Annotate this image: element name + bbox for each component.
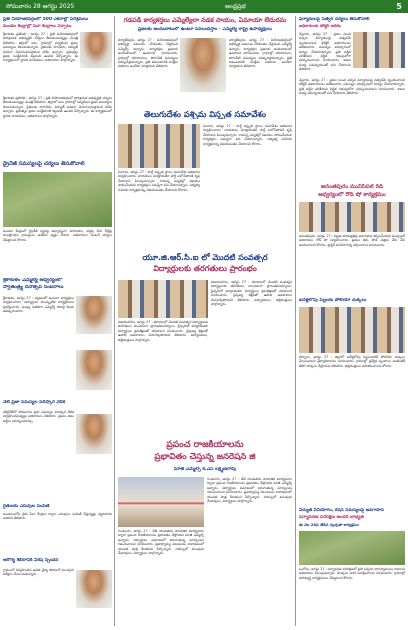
article-photo — [80, 32, 112, 68]
issue-date: సోమవారం 28 ఆగస్టు 2025 — [6, 2, 75, 10]
article-body: ఏలూరు, ఆగస్టు 27 : పార్టీ విస్తృత స్థాయి సమావేశం ఆదివారం నిర్వహించారు. నాయకులు మాట్లాడుతూ పార్టీ బలోపేతానికి కృషి చేయాలని పిలుపునిచ్చారు. రానున్న ఎన్నికల్లో విజయం సాధించేందుకు కార్యకర్తలు సమష్టిగా పని చేయాలన్నారు. సభ్యత్వ నమోదు కార్యక్రమాన్ని విజయవంతం చేయాలని కోరారు. — [118, 170, 200, 192]
article-headline: మండల కేంద్రాల్లో సేవా కేంద్రాలు ఏర్పాటు — [3, 24, 72, 29]
article-subheadline: మాజీ ఎమ్మెల్సీ కె.ఎస్ లక్ష్మణరావు — [173, 467, 237, 472]
article-body: అనంతపురం, ఆగస్టు 27 : పట్టణ పరిశుభ్రతపై అవగాహన కల్పించేందుకు మున్సిపల్ అధికారులు రోడ్ షో నిర్వహించారు. ప్రజలు తడి, పొడి చెత్తను వేరు చేసి అందించాలని కోరారు. ప్లాస్టిక్ వినియోగాన్ని తగ్గించాలని సూచించారు. — [299, 234, 405, 247]
article-headline: యూ.జి.ఆర్.సి.ఐ లో మొదటి సంవత్సర — [142, 253, 268, 262]
article-body: ఏలూరు, ఆగస్టు 27 : పార్టీ విస్తృత స్థాయి సమావేశం ఆదివారం నిర్వహించారు. నాయకులు మాట్లాడుతూ పార్టీ బలోపేతానికి కృషి చేయాలని పిలుపునిచ్చారు. రానున్న ఎన్నికల్లో విజయం సాధించేందుకు కార్యకర్తలు సమష్టిగా పని చేయాలన్నారు. సభ్యత్వ నమోదు కార్యక్రమాన్ని విజయవంతం చేయాలని కోరారు. — [203, 124, 292, 146]
article-headline: ప్రపంచ రాజకీయాలను — [166, 440, 244, 450]
article-photo — [76, 296, 112, 334]
article-photo — [118, 124, 200, 168]
article-headline: అనంతపురం మునిసిపల్ రీడ్ — [320, 184, 384, 190]
article-subheadline: అధికారులకు కలెక్టర్ ఆదేశం — [299, 24, 341, 28]
article-headline: తెలుగుదేశం పశ్చిమ విస్తృత సమావేశం — [144, 110, 266, 119]
article-photo — [76, 414, 112, 454]
article-photo — [76, 570, 112, 608]
article-photo — [118, 280, 208, 318]
article-photo — [3, 172, 112, 227]
article-body: గుంటూరు, ఆగస్టు 27 : నేటి యువతరం సామాజిక మాధ్యమాల ద్వారా ప్రపంచ రాజకీయాలను ప్రభావితం చేస్తోందని మాజీ ఎమ్మెల్సీ అన్నారు. విద్యార్థులు సమాజంలో జరుగుతున్న మార్పులను గమనించాలని సూచించారు. ప్రజాస్వామ్య విలువలను కాపాడటంలో యువత పాత్ర కీలకమని పేర్కొన్నారు. సదస్సులో పలువురు మేధావులు, విద్యార్థులు పాల్గొన్నారు. — [207, 477, 292, 504]
article-photo — [118, 477, 204, 527]
article-headline: ఐదేళ్లలోపు పిల్లలకు పోలియో చుక్కలు — [299, 298, 367, 303]
article-body: విజయనగరం, ఆగస్టు 27 : కళాశాలలో మొదటి సంవత్సర విద్యార్థులకు తరగతులు లాంఛనంగా ప్రారంభమయ్యాయి. ప్రిన్సిపాల్ మాట్లాడుతూ విద్యార్థులు క్రమశిక్షణతో చదవాలని సూచించారు. నైపుణ్య శిక్షణతో ఉపాధి అవకాశాలు మెరుగవుతాయని తెలిపారు. అధ్యాపకులు, తల్లిదండ్రులు పాల్గొన్నారు. — [211, 280, 292, 307]
article-headline: ప్రభావితం చేస్తున్న జనరేషన్ జి — [154, 453, 256, 462]
article-photo — [299, 202, 405, 232]
page-header — [0, 0, 408, 13]
article-headline: ఆధ్వర్యంలో రోడ్ షో కార్యక్రమం — [318, 192, 386, 198]
lead-subheadline: ప్రజలకు అందుబాటులో ఉంటూ సేవలందిస్తాం - ఎమ్మెల్యే రాష్ట్ర ఉపాధ్యక్షులు — [138, 27, 272, 32]
article-photo — [76, 350, 112, 390]
article-photo — [353, 32, 405, 68]
article-headline: విద్యుత్ వినియోగం, రేషన్ సమస్యలపై అవగాహన — [299, 508, 384, 513]
article-headline: స్వాతంత్ర్య దినోత్సవ సంబరాలు — [3, 285, 64, 290]
article-headline: విద్యార్థులకు తరగతులు ప్రారంభం — [153, 264, 257, 273]
article-headline: నేటి ప్రజా సమస్యల పరిష్కార వేదిక — [3, 400, 66, 405]
article-headline: ఫిర్యాదులపై సత్వర చర్యలు తీసుకోవాలి — [299, 17, 370, 22]
article-photo — [299, 531, 405, 565]
article-body: గ్రామంలో నిర్వహించిన ఉచిత వైద్య శిబిరంలో పలువురు పరీక్షలు చేయించుకున్నారు. — [3, 568, 74, 577]
article-body: పార్వతీపురం, ఆగస్టు 27 : నియోజకవర్గంలో అభివృద్ధి పనులను వేగవంతం చేస్తామని ఎమ్మెల్యే అన్నారు. కార్యకర్తలు ప్రజలకు అందుబాటులో ఉండాలని సూచించారు. గ్రామాల్లో రహదారులు, తాగునీటి సమస్యలు పరిష్కరిస్తామన్నారు. ప్రతి కుటుంబానికి సంక్షేమ పథకాలు అందేలా చూస్తామని తెలిపారు. — [229, 38, 292, 69]
article-body: పార్వతీపురం, ఆగస్టు 27 : నియోజకవర్గంలో అభివృద్ధి పనులను వేగవంతం చేస్తామని ఎమ్మెల్యే అన్నారు. కార్యకర్తలు ప్రజలకు అందుబాటులో ఉండాలని సూచించారు. గ్రామాల్లో రహదారులు, తాగునీటి సమస్యలు పరిష్కరిస్తామన్నారు. ప్రతి కుటుంబానికి సంక్షేమ పథకాలు అందేలా చూస్తామని తెలిపారు. — [118, 38, 178, 69]
article-body: మండలంలోని రైతు సేవా కేంద్రాల ద్వారా ఎరువులు పంపిణీ చేస్తున్నట్లు వ్యవసాయ అధికారి తెలిపారు. — [3, 512, 112, 521]
article-headline: రైతులకు ఎరువుల పంపిణీ — [3, 504, 50, 509]
article-headline: ఆరోగ్య శిబిరానికి విశేష స్పందన — [3, 558, 59, 563]
article-body: కర్నూలు, ఆగస్టు 27 : జిల్లాలో ఐదేళ్లలోపు పిల్లలందరికీ పోలియో చుక్కలు వేయించాలని వైద్యాధికారులు సూచించారు. గ్రామాల్లో ప్రత్యేక బృందాలు ఇంటింటికీ తిరిగి చుక్కలు వేస్తాయని తెలిపారు. తల్లిదండ్రులు సహకరించాలని కోరారు. — [299, 355, 405, 368]
article-body: శ్రీకాకుళం, ఆగస్టు 27 : పట్టణంలో ఘనంగా కార్యక్రమం నిర్వహించారు. విద్యార్థులు సాంస్కృతిక కార్యక్రమాలు ప్రదర్శించారు. ముఖ్య అతిథిగా ఎమ్మెల్యే హాజరై జెండా ఆవిష్కరించారు. — [3, 296, 74, 314]
article-body: శ్రీకాకుళం ప్రతినిధి : ఆగస్టు 27 : ప్రతి నియోజకవర్గంలో పారిశ్రామిక అభివృద్ధికి చర్యలు తీసుకుంటున్నట్లు మంత్రి తెలిపారు. జిల్లాలో పలు గ్రామాల్లో పర్యటించి ప్రజల సమస్యలు తెలుసుకున్నారు. రైతులకు సాగునీరు, విద్యుత్ సరఫరా మెరుగుపరుస్తామని హామీ ఇచ్చారు. ప్రభుత్వం ప్రజల సంక్షేమానికి కట్టుబడి ఉందని పేర్కొన్నారు. ఈ కార్యక్రమంలో స్థానిక నాయకులు, అధికారులు పాల్గొన్నారు. — [3, 32, 78, 63]
article-body: మండల కేంద్రంలో డ్రైనేజీ వ్యవస్థ అధ్వాన్నంగా మారిందని, వర్షపు నీరు రోడ్లపై నిలుస్తోందని గ్రామస్థులు ఆవేదన వ్యక్తం చేశారు. అధికారులు వెంటనే చర్యలు చేపట్టాలని కోరారు. — [3, 229, 112, 242]
article-body: ఒంగోలు, ఆగస్టు 27 : పర్యావరణ పరిరక్షణలో ప్రతి ఒక్కరూ భాగస్వాములు కావాలని అధికారులు పిలుపునిచ్చారు. మొక్కలు నాటి సంరక్షించాలని సూచించారు. గ్రామాల్లో పారిశుద్ధ్య కార్యక్రమాలు చేపట్టాలని కోరారు. — [299, 567, 405, 580]
article-body: కలెక్టరేట్‌లో సోమవారం ప్రజా సమస్యల పరిష్కార వేదిక నిర్వహించనున్నట్లు అధికారులు తెలిపారు. ప్రజలు తమ అర్జీలు సమర్పించవచ్చు. — [3, 410, 74, 423]
lead-headline: గడపడి కార్యకర్తలు ఎమ్మెల్యేలా నడక సాయం, ఏమాయా లేదురమ — [123, 17, 287, 24]
article-body: గుంటూరు, ఆగస్టు 27 : నేటి యువతరం సామాజిక మాధ్యమాల ద్వారా ప్రపంచ రాజకీయాలను ప్రభావితం చేస్తోందని మాజీ ఎమ్మెల్సీ అన్నారు. విద్యార్థులు సమాజంలో జరుగుతున్న మార్పులను గమనించాలని సూచించారు. ప్రజాస్వామ్య విలువలను కాపాడటంలో యువత పాత్ర కీలకమని పేర్కొన్నారు. సదస్సులో పలువురు మేధావులు, విద్యార్థులు పాల్గొన్నారు. — [118, 529, 204, 556]
article-photo — [299, 307, 405, 353]
article-body: నెల్లూరు, ఆగస్టు 27 : ప్రజల నుంచి వచ్చిన ఫిర్యాదులపై సత్వరమే స్పందించాలని కలెక్టర్ అధికారులను ఆదేశించారు. సమస్యల పరిష్కారంలో జాప్యం చేయరాదన్నారు. ప్రతి అర్జీని పరిశీలించి నిర్ణీత గడువులోగా పరిష్కరించాలని సూచించారు. శాఖల మధ్య సమన్వయంతో పని చేయాలని తెలిపారు. — [299, 32, 351, 72]
article-headline: డ్రైనేజీ సమస్యలపై చర్యలు తీసుకోవాలి — [3, 161, 85, 167]
article-photo — [180, 38, 226, 92]
column-divider — [114, 16, 115, 626]
page-number: 5 — [396, 2, 402, 11]
article-body: విజయనగరం, ఆగస్టు 27 : కళాశాలలో మొదటి సంవత్సర విద్యార్థులకు తరగతులు లాంఛనంగా ప్రారంభమయ్యాయి. ప్రిన్సిపాల్ మాట్లాడుతూ విద్యార్థులు క్రమశిక్షణతో చదవాలని సూచించారు. నైపుణ్య శిక్షణతో ఉపాధి అవకాశాలు మెరుగవుతాయని తెలిపారు. అధ్యాపకులు, తల్లిదండ్రులు పాల్గొన్నారు. — [118, 320, 208, 342]
article-body: నెల్లూరు, ఆగస్టు 27 : ప్రజల నుంచి వచ్చిన ఫిర్యాదులపై సత్వరమే స్పందించాలని కలెక్టర్ అధికారులను ఆదేశించారు. సమస్యల పరిష్కారంలో జాప్యం చేయరాదన్నారు. ప్రతి అర్జీని పరిశీలించి నిర్ణీత గడువులోగా పరిష్కరించాలని సూచించారు. శాఖల మధ్య సమన్వయంతో పని చేయాలని తెలిపారు. — [299, 78, 405, 96]
article-subheadline: ఈ నెల 28వ తేదీన స్వచ్ఛతా కార్యక్రమం — [299, 523, 360, 527]
article-headline: ప్రతి నియోజకవర్గంలో 500 ఎకరాల్లో పరిశ్రమలు — [3, 17, 89, 22]
article-body: శ్రీకాకుళం ప్రతినిధి : ఆగస్టు 27 : ప్రతి నియోజకవర్గంలో పారిశ్రామిక అభివృద్ధికి చర్యలు తీసుకుంటున్నట్లు మంత్రి తెలిపారు. జిల్లాలో పలు గ్రామాల్లో పర్యటించి ప్రజల సమస్యలు తెలుసుకున్నారు. రైతులకు సాగునీరు, విద్యుత్ సరఫరా మెరుగుపరుస్తామని హామీ ఇచ్చారు. ప్రభుత్వం ప్రజల సంక్షేమానికి కట్టుబడి ఉందని పేర్కొన్నారు. ఈ కార్యక్రమంలో స్థానిక నాయకులు, అధికారులు పాల్గొన్నారు. — [3, 96, 112, 118]
article-headline: పర్యావరణ పరిరక్షణ అందరి బాధ్యత — [299, 515, 364, 520]
column-divider — [295, 16, 296, 626]
paper-name: ఆంధ్రప్రభ — [224, 2, 246, 10]
article-headline: శ్రీకాకుళం ఎమ్మెల్యే ఆధ్వర్యంలో — [3, 278, 63, 283]
